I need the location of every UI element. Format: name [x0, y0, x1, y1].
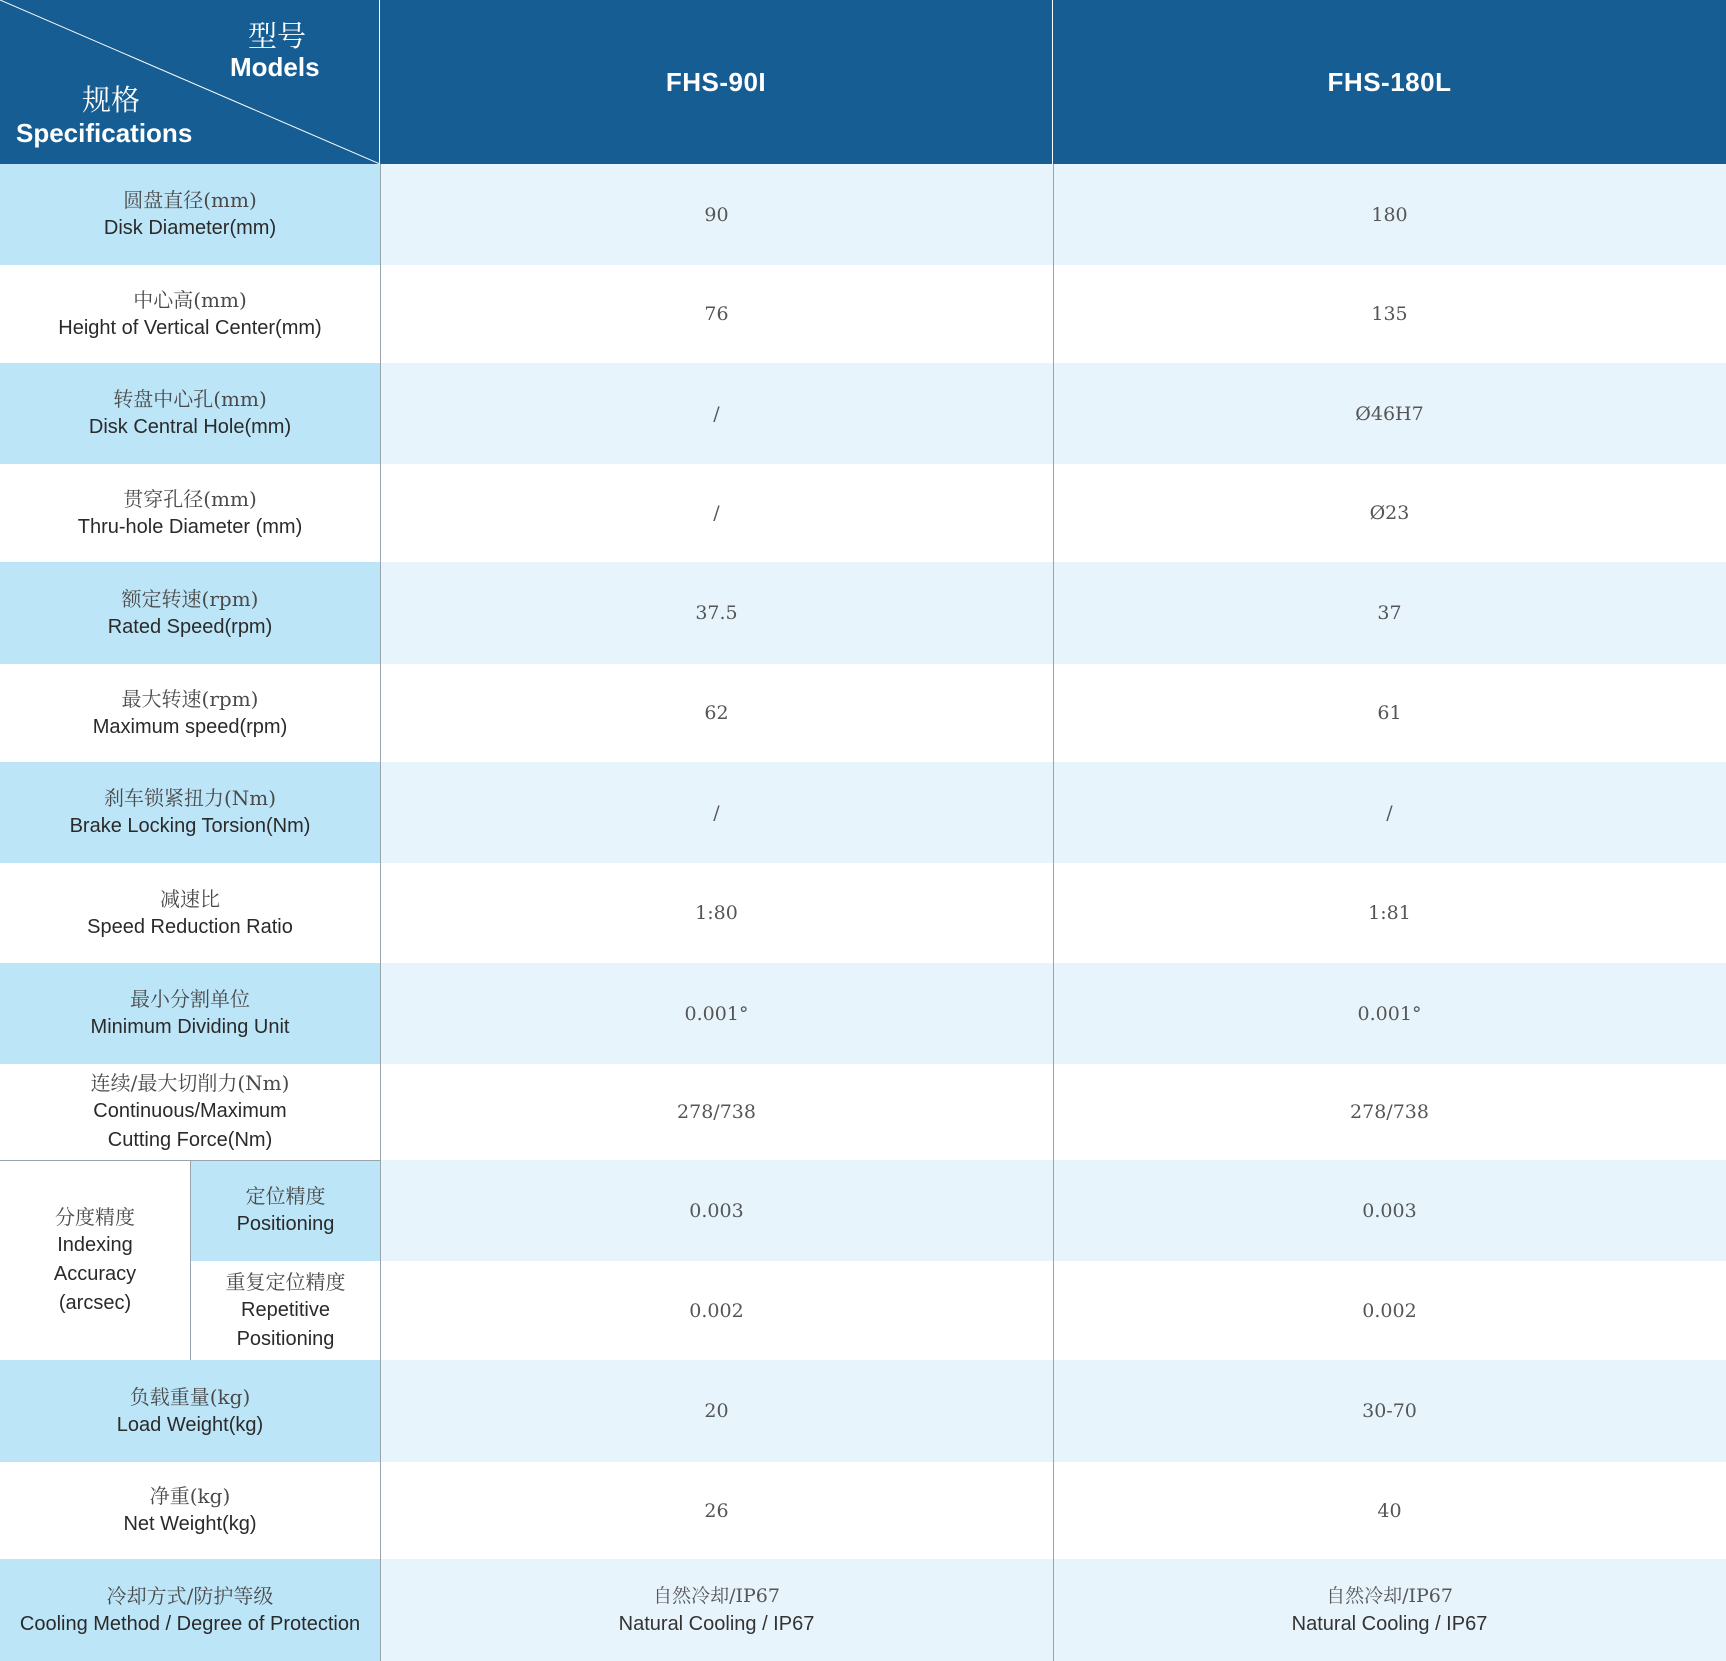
column-divider [380, 164, 381, 1661]
column-divider [190, 1160, 191, 1360]
value-cell: 自然冷却/IP67 Natural Cooling / IP67 [618, 1584, 815, 1635]
model-column-header [1053, 0, 1726, 164]
row-label: 刹车锁紧扭力(Nm) Brake Locking Torsion(Nm) [0, 762, 380, 863]
value-cell: 0.001° [1357, 1002, 1422, 1025]
value-cell: Ø23 [1369, 502, 1410, 524]
indexing-accuracy-label: 分度精度 Indexing Accuracy (arcsec) [0, 1160, 190, 1360]
value-cell: 1:81 [1368, 902, 1411, 924]
row-label: 负载重量(kg) Load Weight(kg) [0, 1360, 380, 1462]
models-label-en: Models [230, 52, 320, 82]
specs-label-cn: 规格 [82, 83, 141, 117]
repetitive-positioning-label: 重复定位精度 Repetitive Positioning [191, 1261, 380, 1360]
row-label: 额定转速(rpm) Rated Speed(rpm) [0, 562, 380, 664]
row-label: 最大转速(rpm) Maximum speed(rpm) [0, 664, 380, 762]
row-label: 圆盘直径(mm) Disk Diameter(mm) [0, 164, 380, 265]
row-label: 最小分割单位 Minimum Dividing Unit [0, 963, 380, 1064]
header-corner-cell [0, 0, 380, 164]
value-cell: 1:80 [695, 902, 738, 924]
value-cell: 0.001° [684, 1002, 749, 1025]
value-cell: 135 [1371, 303, 1408, 325]
row-label: 净重(kg) Net Weight(kg) [0, 1462, 380, 1559]
model-column-header [380, 0, 1053, 164]
value-cell: 26 [704, 1499, 729, 1522]
value-cell: / [1386, 801, 1393, 824]
value-cell: 37.5 [695, 602, 738, 624]
value-cell: 0.002 [689, 1299, 744, 1322]
value-cell: 180 [1371, 203, 1408, 226]
value-cell: 0.003 [1362, 1199, 1417, 1222]
model-name: FHS-180L [1327, 66, 1452, 97]
value-cell: 40 [1377, 1499, 1402, 1522]
models-label-cn: 型号 [248, 19, 307, 53]
value-cell: Ø46H7 [1355, 402, 1424, 425]
value-cell: / [713, 502, 720, 524]
value-cell: / [713, 402, 720, 425]
value-cell: 37 [1377, 602, 1402, 624]
value-cell: 20 [704, 1400, 729, 1422]
value-cell: 76 [704, 303, 729, 325]
value-cell: 62 [704, 702, 729, 724]
value-cell: 278/738 [1350, 1101, 1429, 1123]
value-cell: 0.003 [689, 1199, 744, 1222]
row-label: 减速比 Speed Reduction Ratio [0, 863, 380, 963]
value-cell: 90 [704, 203, 729, 226]
column-divider [1053, 164, 1054, 1661]
value-cell: 61 [1377, 702, 1402, 724]
value-cell: 278/738 [677, 1101, 756, 1123]
value-cell: 30-70 [1362, 1400, 1417, 1422]
row-label: 中心高(mm) Height of Vertical Center(mm) [0, 265, 380, 363]
model-name: FHS-90I [665, 66, 767, 97]
positioning-label: 定位精度 Positioning [191, 1160, 380, 1261]
value-cell: / [713, 801, 720, 824]
value-cell: 0.002 [1362, 1299, 1417, 1322]
row-label: 转盘中心孔(mm) Disk Central Hole(mm) [0, 363, 380, 464]
row-label: 冷却方式/防护等级 Cooling Method / Degree of Protection [0, 1559, 380, 1661]
value-cell: 自然冷却/IP67 Natural Cooling / IP67 [1291, 1584, 1488, 1635]
row-label: 连续/最大切削力(Nm) Continuous/Maximum Cutting Force(Nm) [0, 1064, 380, 1160]
row-label: 贯穿孔径(mm) Thru-hole Diameter (mm) [0, 464, 380, 562]
specs-label-en: Specifications [16, 118, 193, 148]
